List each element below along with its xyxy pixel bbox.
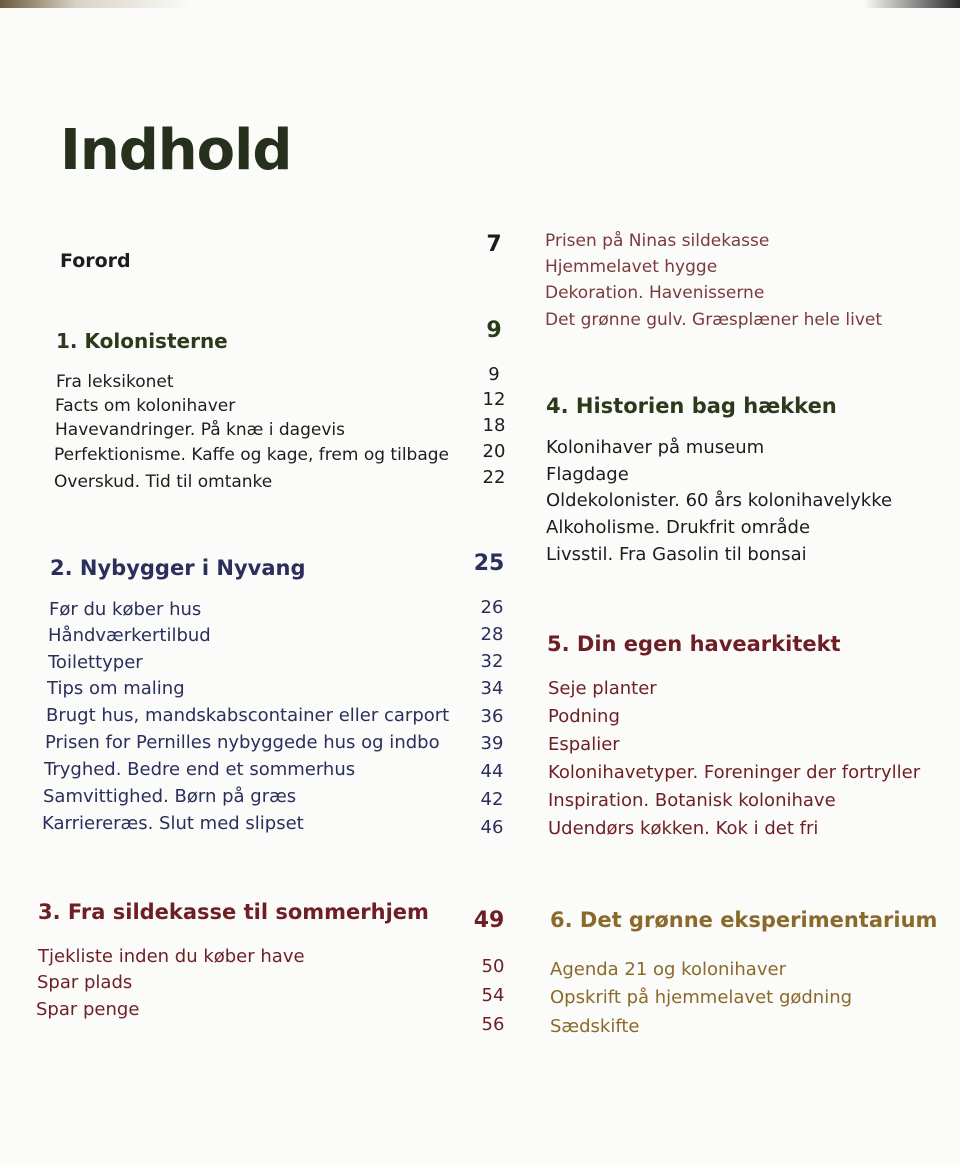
toc-page: 42 xyxy=(480,789,504,810)
toc-page: 22 xyxy=(482,467,506,488)
toc-item: Spar penge xyxy=(36,999,140,1020)
toc-page: 28 xyxy=(480,624,504,645)
section-title-4: 4. Historien bag hækken xyxy=(546,394,837,418)
toc-item: Sædskifte xyxy=(550,1016,640,1037)
toc-item: Spar plads xyxy=(37,972,133,993)
toc-page: 50 xyxy=(481,956,505,977)
toc-item: Espalier xyxy=(548,734,620,755)
toc-item: Oldekolonister. 60 års kolonihavelykke xyxy=(546,490,893,511)
forord-title: Forord xyxy=(60,250,131,272)
toc-item: Tjekliste inden du køber have xyxy=(38,946,305,967)
section-page-1: 9 xyxy=(486,318,502,343)
toc-item: Før du køber hus xyxy=(49,599,202,620)
section-title-6: 6. Det grønne eksperimentarium xyxy=(550,908,938,932)
section-title-5: 5. Din egen havearkitekt xyxy=(547,632,841,656)
forord-page: 7 xyxy=(486,232,502,257)
toc-item: Seje planter xyxy=(548,678,657,699)
toc-page: 12 xyxy=(482,389,506,410)
toc-item: Flagdage xyxy=(546,464,629,485)
page-title: Indhold xyxy=(60,118,292,183)
toc-item: Samvittighed. Børn på græs xyxy=(43,786,297,807)
section-title-1: 1. Kolonisterne xyxy=(56,329,228,353)
toc-item: Podning xyxy=(548,706,620,727)
toc-page: 44 xyxy=(480,761,504,782)
toc-page: 9 xyxy=(488,364,500,385)
toc-page: 34 xyxy=(480,678,504,699)
toc-page: 54 xyxy=(481,985,505,1006)
page-edge xyxy=(0,0,960,8)
toc-item: Havevandringer. På knæ i dagevis xyxy=(55,420,345,440)
toc-item: Alkoholisme. Drukfrit område xyxy=(546,517,811,538)
toc-item: Tips om maling xyxy=(47,678,185,699)
toc-page: 32 xyxy=(480,651,504,672)
section-page-2: 25 xyxy=(473,551,505,576)
toc-item: Håndværkertilbud xyxy=(48,625,211,646)
toc-item: Dekoration. Havenisserne xyxy=(545,283,765,303)
toc-item: Prisen på Ninas sildekasse xyxy=(545,231,770,251)
toc-item: Inspiration. Botanisk kolonihave xyxy=(548,790,836,811)
toc-item: Overskud. Tid til omtanke xyxy=(54,472,273,492)
toc-page: 56 xyxy=(481,1014,505,1035)
toc-item: Fra leksikonet xyxy=(56,372,174,392)
toc-item: Karriereræs. Slut med slipset xyxy=(42,813,304,834)
toc-page: 36 xyxy=(480,706,504,727)
toc-item: Opskrift på hjemmelavet gødning xyxy=(550,987,853,1008)
toc-item: Udendørs køkken. Kok i det fri xyxy=(548,818,819,839)
toc-page: 26 xyxy=(480,597,504,618)
toc-item: Livsstil. Fra Gasolin til bonsai xyxy=(546,544,807,565)
toc-item: Kolonihaver på museum xyxy=(546,437,765,458)
section-title-3: 3. Fra sildekasse til sommerhjem xyxy=(38,900,429,924)
toc-item: Facts om kolonihaver xyxy=(55,396,236,416)
section-title-2: 2. Nybygger i Nyvang xyxy=(50,556,306,580)
toc-item: Hjemmelavet hygge xyxy=(545,257,718,277)
toc-page: 46 xyxy=(480,817,504,838)
section-page-3: 49 xyxy=(473,908,505,933)
toc-item: Brugt hus, mandskabscontainer eller carport xyxy=(46,705,450,726)
toc-item: Kolonihavetyper. Foreninger der fortryller xyxy=(548,762,921,783)
toc-page: 20 xyxy=(482,441,506,462)
toc-item: Toilettyper xyxy=(48,652,143,673)
toc-item: Det grønne gulv. Græsplæner hele livet xyxy=(545,310,883,330)
toc-item: Prisen for Pernilles nybyggede hus og indbo xyxy=(45,732,440,753)
toc-page: 18 xyxy=(482,415,506,436)
toc-item: Perfektionisme. Kaffe og kage, frem og tilbage xyxy=(54,445,450,465)
toc-page: 39 xyxy=(480,733,504,754)
toc-item: Tryghed. Bedre end et sommerhus xyxy=(44,759,356,780)
toc-item: Agenda 21 og kolonihaver xyxy=(550,959,786,980)
